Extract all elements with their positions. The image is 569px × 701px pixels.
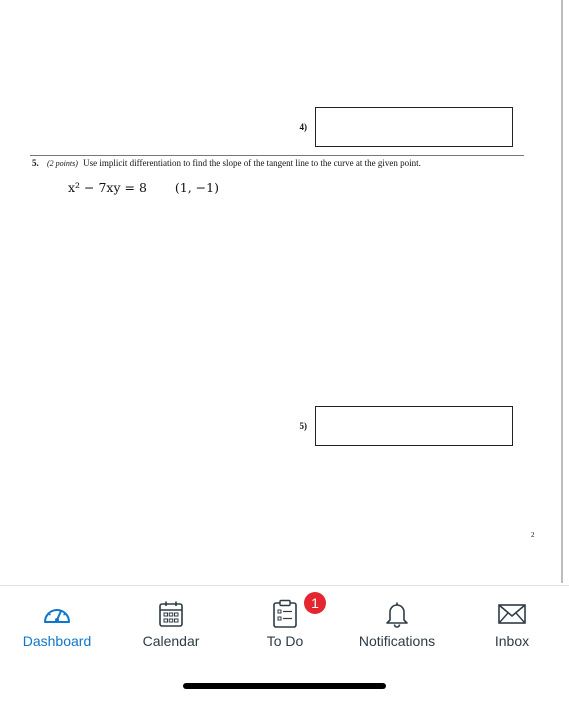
question-divider	[30, 155, 524, 156]
tab-to-do[interactable]	[228, 586, 342, 666]
page-number: 2	[531, 531, 535, 539]
answer-4-label: 4)	[299, 122, 307, 132]
answer-5-box	[315, 406, 513, 446]
tab-label: Calendar	[142, 633, 200, 649]
envelope-icon	[497, 599, 527, 629]
equation: x² − 7xy = 8	[68, 180, 147, 195]
tab-label: Inbox	[494, 633, 530, 649]
question-text: Use implicit differentiation to find the slope of the tangent line to the curve at the given point.	[83, 158, 421, 168]
clipboard-icon	[272, 595, 319, 629]
home-indicator[interactable]	[183, 683, 386, 689]
tab-label: Dashboard	[22, 633, 92, 649]
tab-dashboard[interactable]	[0, 586, 114, 666]
question-points: (2 points)	[47, 159, 78, 168]
question-5	[32, 158, 421, 168]
given-point: (1, −1)	[174, 180, 219, 195]
tab-notifications[interactable]	[341, 586, 453, 666]
answer-4-box	[315, 107, 513, 147]
question-number: 5.	[32, 158, 39, 168]
answer-5-label: 5)	[299, 421, 307, 431]
scrollbar[interactable]	[561, 0, 563, 583]
todo-count-badge: 1	[304, 592, 326, 614]
calendar-icon	[158, 599, 184, 629]
tab-inbox[interactable]	[455, 586, 569, 666]
tab-label: Notifications	[358, 633, 436, 649]
tab-calendar[interactable]	[114, 586, 228, 666]
answer-5-row	[291, 406, 513, 446]
answer-4-row	[291, 107, 513, 147]
speedometer-icon	[41, 599, 73, 629]
tab-label: To Do	[266, 633, 304, 649]
bell-icon	[383, 599, 411, 629]
question-equation-line	[68, 180, 219, 195]
